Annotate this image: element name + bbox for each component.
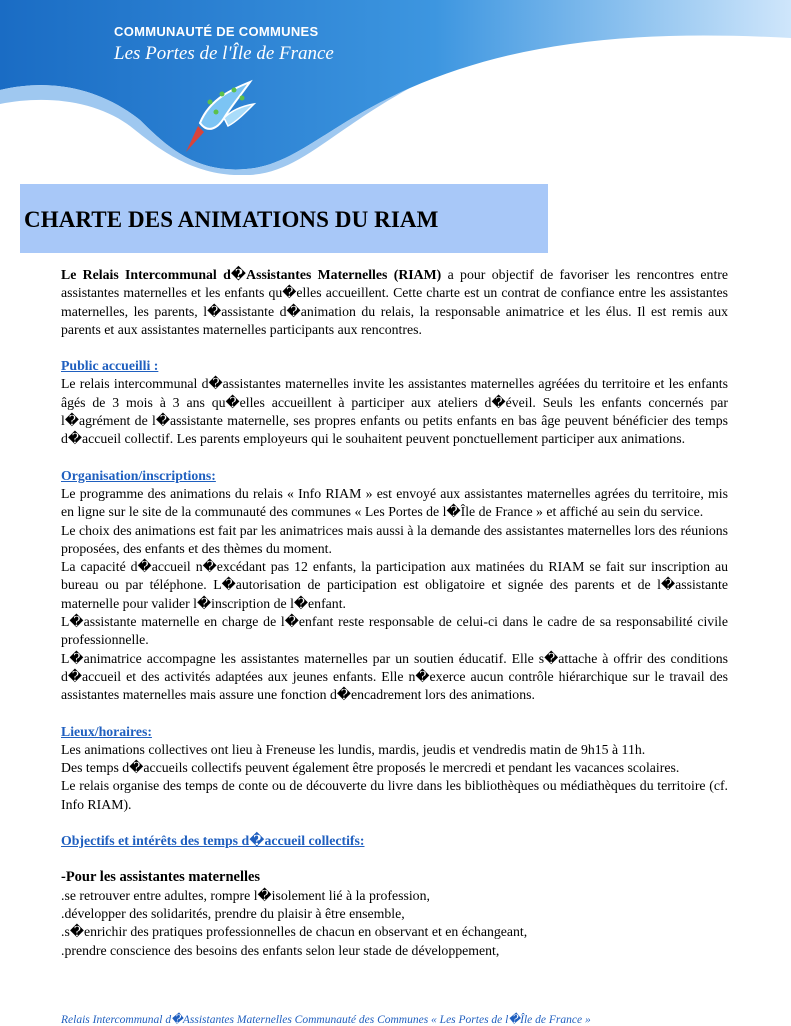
section-paragraph: L�assistante maternelle en charge de l�enfant reste responsable de celui-ci dans le cadre de sa responsabilité civile professionnelle. <box>61 614 728 648</box>
org-name-line2: Les Portes de l'Île de France <box>114 43 334 64</box>
section-paragraph: Le relais intercommunal d�assistantes maternelles invite les assistantes maternelles agréées du territoire et les enfants âgés de 3 mois à 3 ans qu�elles accueillent à participer aux ateliers d�éveil. Seuls les enfants concernés par l�agrément de l�assistante maternelle, ses propres enfants ou petits enfants en bas âge peuvent bénéficier des temps d�accueil collectif. Les parents employeurs qui le souhaitent peuvent ponctuellement participer aux animations. <box>61 376 728 447</box>
section-paragraph: Le choix des animations est fait par les animatrices mais aussi à la demande des assistantes maternelles lors des réunions proposées, des enfants et des thèmes du moment. <box>61 522 728 556</box>
objective-item: .s�enrichir des pratiques professionnelles de chacun en observant et en échangeant, <box>61 924 528 940</box>
section-paragraph: Le relais organise des temps de conte ou de découverte du livre dans les bibliothèques ou médiathèques du territoire (cf. Info RIAM). <box>61 778 728 812</box>
page-title: CHARTE DES ANIMATIONS DU RIAM <box>24 207 439 232</box>
intro-text: a pour objectif de favoriser les rencontres entre assistantes maternelles et les enfants qu�elles accueillent. Cette charte est un contrat de confiance entre les assistantes maternelles, les parents, l�assistante d�animation du relais, la responsable animatrice et les élus. Il est remis aux parents et aux assistantes maternelles participants aux rencontres. <box>61 267 728 337</box>
org-name-line1: COMMUNAUTÉ DE COMMUNES <box>114 24 319 39</box>
document-body <box>61 266 728 960</box>
objective-item: .prendre conscience des besoins des enfants selon leur stade de développement, <box>61 942 500 958</box>
section-paragraph: Les animations collectives ont lieu à Freneuse les lundis, mardis, jeudis et vendredis matin de 9h15 à 11h. <box>61 741 646 757</box>
section-title-organisation: Organisation/inscriptions: <box>61 467 216 483</box>
section-title-public: Public accueilli : <box>61 358 159 374</box>
objectives-subheading: -Pour les assistantes maternelles <box>61 869 261 886</box>
section-title-objectifs: Objectifs et intérêts des temps d�accueil collectifs: <box>61 833 365 849</box>
section-paragraph: L�animatrice accompagne les assistantes maternelles par un soutien éducatif. Elle s�attache à offrir des conditions d�accueil et des activités adaptées aux jeunes enfants. Elle n�exerce aucun contrôle hiérarchique sur le travail des assistantes maternelles mais assure une fonction d�encadrement lors des animations. <box>61 650 728 703</box>
objective-item: .se retrouver entre adultes, rompre l�isolement lié à la profession, <box>61 887 430 903</box>
title-band <box>20 184 548 253</box>
intro-bold: Le Relais Intercommunal d�Assistantes Maternelles (RIAM) <box>61 267 442 282</box>
bird-logo-icon <box>180 68 270 158</box>
objective-item: .développer des solidarités, prendre du plaisir à être ensemble, <box>61 905 405 921</box>
section-paragraph: La capacité d�accueil n�excédant pas 12 enfants, la participation aux matinées du RIAM se fait sur inscription au bureau ou par téléphone. L�autorisation de participation est obligatoire et signée des parents et de l�assistante maternelle pour valider l�inscription de l�enfant. <box>61 559 728 611</box>
header-banner <box>0 0 791 175</box>
section-title-lieux: Lieux/horaires: <box>61 723 152 739</box>
intro-paragraph <box>61 266 728 339</box>
section-paragraph: Le programme des animations du relais « Info RIAM » est envoyé aux assistantes maternelles agrées du territoire, mis en ligne sur le site de la communauté des communes « Les Portes de l�Île de France » et affiché au sein du service. <box>61 485 728 520</box>
page-footer: Relais Intercommunal d�Assistantes Maternelles Communauté des Communes « Les Portes de l�Île de France » <box>61 1014 591 1026</box>
section-paragraph: Des temps d�accueils collectifs peuvent également être proposés le mercredi et pendant les vacances scolaires. <box>61 760 680 776</box>
